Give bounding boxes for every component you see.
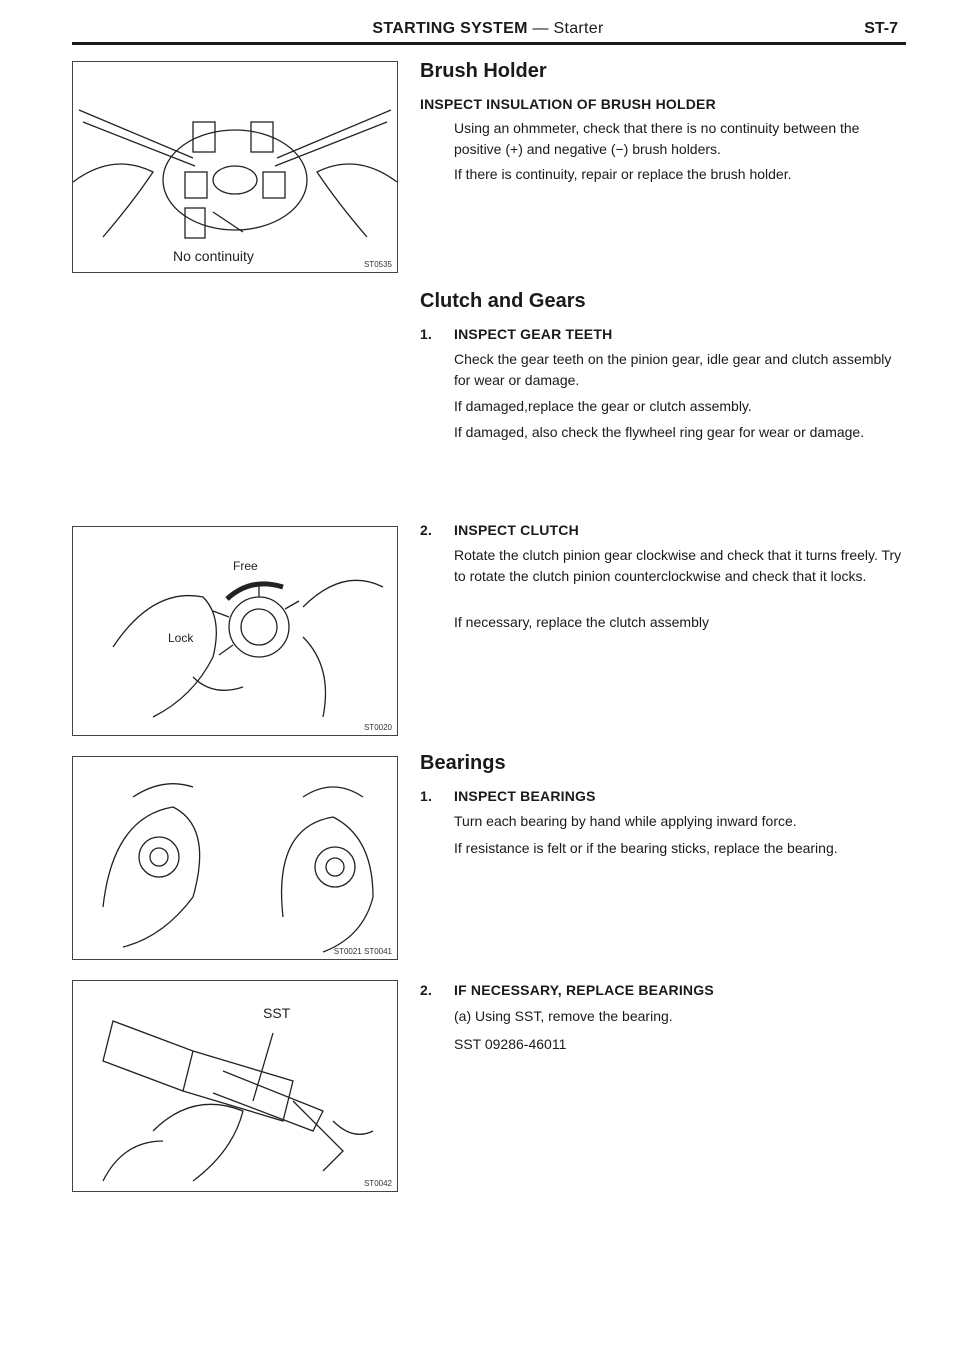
section-title-bearings: Bearings (420, 752, 506, 774)
section-title-clutch-gears: Clutch and Gears (420, 290, 586, 312)
step-heading: 1. INSPECT GEAR TEETH (420, 326, 613, 342)
page-number: ST-7 (864, 20, 898, 37)
figure-clutch (72, 526, 398, 736)
paragraph: Turn each bearing by hand while applying inward force. (454, 813, 797, 829)
paragraph: If resistance is felt or if the bearing sticks, replace the bearing. (454, 840, 838, 856)
bearing-rotation-illustration (73, 757, 397, 959)
paragraph: Check the gear teeth on the pinion gear, idle gear and clutch assembly for wear or damage. (454, 351, 892, 388)
figure-code: ST0020 (363, 723, 392, 732)
paragraph: If necessary, replace the clutch assembly (454, 614, 709, 630)
paragraph: (a) Using SST, remove the bearing. (454, 1008, 673, 1024)
content-column (420, 0, 910, 1356)
figure-brush-holder (72, 61, 398, 273)
bearing-puller-illustration (73, 981, 397, 1191)
label-sst: SST (263, 1005, 291, 1021)
paragraph: If damaged,replace the gear or clutch assembly. (454, 398, 752, 414)
step-heading: 1. INSPECT BEARINGS (420, 788, 596, 804)
step-heading: INSPECT INSULATION OF BRUSH HOLDER (420, 96, 716, 112)
figure-bearing-puller (72, 980, 398, 1192)
label-free: Free (233, 559, 258, 573)
paragraph: Rotate the clutch pinion gear clockwise and check that it turns freely. Try to rotate the clutch pinion counterclockwise and check that it locks. (454, 547, 902, 584)
label-lock: Lock (168, 631, 194, 645)
figure-caption: No continuity (173, 248, 254, 264)
figure-bearings (72, 756, 398, 960)
step-heading: 2. INSPECT CLUTCH (420, 522, 579, 538)
figure-code: ST0535 (363, 260, 392, 269)
header-title: STARTING SYSTEM — Starter (372, 20, 604, 37)
brush-holder-ohmmeter-illustration (73, 62, 397, 272)
paragraph: If there is continuity, repair or replace the brush holder. (454, 166, 792, 182)
section-title-brush-holder: Brush Holder (420, 60, 547, 82)
figure-code: ST0042 (363, 1179, 392, 1188)
paragraph: SST 09286-46011 (454, 1036, 567, 1052)
figure-code: ST0021 ST0041 (333, 947, 392, 956)
paragraph: Using an ohmmeter, check that there is no continuity between the positive (+) and negative (−) brush holders. (454, 120, 860, 157)
paragraph: If damaged, also check the flywheel ring gear for wear or damage. (454, 424, 865, 440)
step-heading: 2. IF NECESSARY, REPLACE BEARINGS (420, 982, 714, 998)
